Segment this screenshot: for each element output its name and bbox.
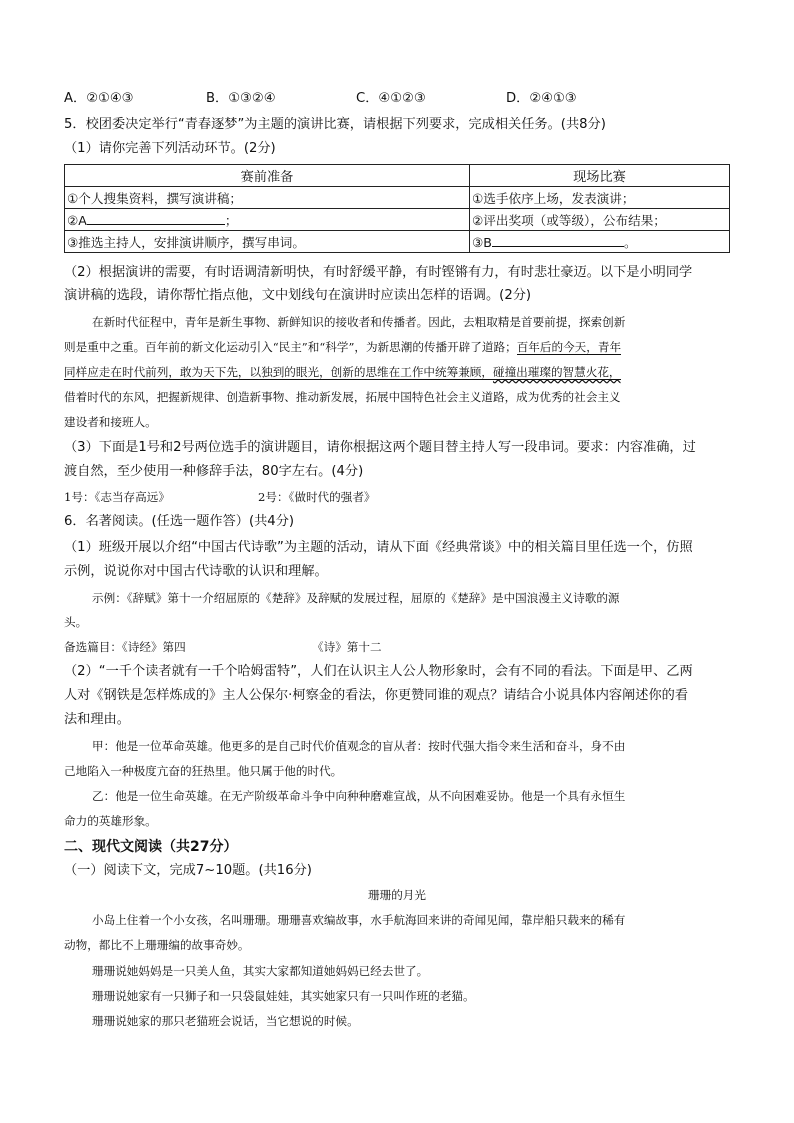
topic-1: 1号：《志当存高远》	[64, 490, 170, 504]
passage-line: 在新时代征程中，青年是新生事物、新鲜知识的接收者和传播者。因此，去粗取精是首要前提，探索创新	[92, 315, 626, 329]
passage-line: 建设者和接班人。	[64, 415, 157, 429]
example-line: 示例：《辞赋》第十一介绍屈原的《楚辞》及辞赋的发展过程，屈原的《楚辞》是中国浪漫主义诗歌的源	[92, 591, 620, 605]
underlined-sentence: 百年后的今天，青年	[516, 340, 622, 354]
blank-a-label: ②A	[67, 213, 87, 228]
table-header-live: 现场比赛	[470, 165, 730, 187]
q6-stem: 6．名著阅读。(任选一题作答）(共4分)	[64, 514, 295, 529]
q6-sub1-line1: （1）班级开展以介绍“中国古代诗歌”为主题的活动，请从下面《经典常谈》中的相关篇目里任选一个，仿照	[64, 540, 693, 555]
choices-second: 《诗》第十二	[312, 640, 382, 654]
q5-sub1: （1）请你完善下列活动环节。(2分)	[64, 141, 276, 156]
underlined-sentence: 同样应走在时代前列，敢为天下先，以独到的眼光，创新的思维在工作中统筹兼顾，	[64, 365, 493, 379]
table-row	[65, 187, 730, 209]
blank-a-tail: ；	[224, 213, 238, 228]
q4-options	[64, 90, 577, 108]
blank-a-input[interactable]	[87, 211, 225, 225]
q4-option-c[interactable]: C．④①②③	[356, 91, 426, 106]
q4-option-a[interactable]: A．②①④③	[64, 91, 134, 106]
table-cell: ①选手依序上场，发表演讲；	[470, 187, 730, 209]
table-cell: ③推选主持人，安排演讲顺序，撰写串词。	[65, 231, 470, 253]
blank-b-tail: 。	[623, 235, 637, 250]
blank-b-label: ③B	[472, 235, 492, 250]
story-paragraph: 珊珊说她妈妈是一只美人鱼，其实大家都知道她妈妈已经去世了。	[92, 964, 429, 978]
q4-option-d[interactable]: D．②④①③	[506, 91, 577, 106]
story-title: 珊珊的月光	[368, 888, 426, 902]
table-cell: ②评出奖项（或等级），公布结果；	[470, 209, 730, 231]
passage-line	[64, 338, 621, 356]
activity-table	[64, 164, 730, 253]
jia-view: 甲：他是一位革命英雄。他更多的是自己时代价值观念的盲从者：按时代强大指令来生活和奋斗，身不由	[92, 739, 626, 753]
q6-sub2-line2: 人对《钢铁是怎样炼成的》主人公保尔·柯察金的看法，你更赞同谁的观点？请结合小说具体内容阐述你的看	[64, 688, 689, 703]
blank-b-input[interactable]	[492, 233, 624, 247]
passage-line: 借着时代的东风，把握新规律、创造新事物、推动新发展，拓展中国特色社会主义道路，成为优秀的社会主义	[64, 390, 621, 404]
topic-2: 2号：《做时代的强者》	[258, 490, 376, 504]
q5-sub3-line2: 渡自然，至少使用一种修辞手法，80字左右。(4分)	[64, 464, 364, 479]
q6-sub2-line3: 法和理由。	[64, 712, 130, 727]
part-heading: （一）阅读下文，完成7~10题。(共16分)	[64, 863, 312, 878]
example-line: 头。	[64, 615, 88, 629]
q5-sub2-line1: （2）根据演讲的需要，有时语调清新明快，有时舒缓平静，有时铿锵有力，有时悲壮豪迈。以下是小明同学	[64, 265, 693, 280]
story-paragraph: 动物，都比不上珊珊编的故事奇妙。	[64, 938, 250, 952]
table-header-prep: 赛前准备	[65, 165, 470, 187]
table-row	[65, 231, 730, 253]
passage-text: 则是重中之重。百年前的新文化运动引入“民主”和“科学”，为新思潮的传播开辟了道路；	[64, 340, 517, 354]
q6-sub2-line1: （2）“一千个读者就有一千个哈姆雷特”，人们在认识主人公人物形象时，会有不同的看法。下面是甲、乙两	[64, 664, 693, 679]
yi-view: 乙：他是一位生命英雄。在无产阶级革命斗争中向种种磨难宣战，从不向困难妥协。他是一个具有永恒生	[92, 789, 626, 803]
q5-sub3-line1: （3）下面是1号和2号两位选手的演讲题目，请你根据这两个题目替主持人写一段串词。要求：内容准确，过	[64, 440, 696, 455]
table-cell-a	[65, 209, 470, 231]
q5-stem: 5．校团委决定举行“青春逐梦”为主题的演讲比赛，请根据下列要求，完成相关任务。(共8分)	[64, 117, 606, 132]
story-paragraph: 珊珊说她家有一只狮子和一只袋鼠娃娃，其实她家只有一只叫作班的老猫。	[92, 989, 475, 1003]
q6-sub1-line2: 示例，说说你对中国古代诗歌的认识和理解。	[64, 564, 328, 579]
passage-line	[64, 363, 621, 381]
table-cell: ①个人搜集资料，撰写演讲稿；	[65, 187, 470, 209]
choices-label: 备选篇目：《诗经》第四	[64, 640, 186, 654]
story-paragraph: 小岛上住着一个小女孩，名叫珊珊。珊珊喜欢编故事，水手航海回来讲的奇闻见闻，靠岸船只载来的稀有	[92, 913, 626, 927]
q4-option-b[interactable]: B．①③②④	[206, 91, 276, 106]
table-row	[65, 209, 730, 231]
jia-view: 己地陷入一种极度亢奋的狂热里。他只属于他的时代。	[64, 764, 343, 778]
q5-sub2-line2: 演讲稿的选段，请你帮忙指点他，文中划线句在演讲时应读出怎样的语调。(2分)	[64, 288, 532, 303]
section-heading: 二、现代文阅读（共27分）	[64, 839, 238, 855]
yi-view: 命力的英雄形象。	[64, 814, 157, 828]
story-paragraph: 珊珊说她家的那只老猫班会说话，当它想说的时候。	[92, 1014, 359, 1028]
wavy-underlined-sentence: 碰撞出璀璨的智慧火花，	[492, 365, 621, 379]
table-cell-b	[470, 231, 730, 253]
